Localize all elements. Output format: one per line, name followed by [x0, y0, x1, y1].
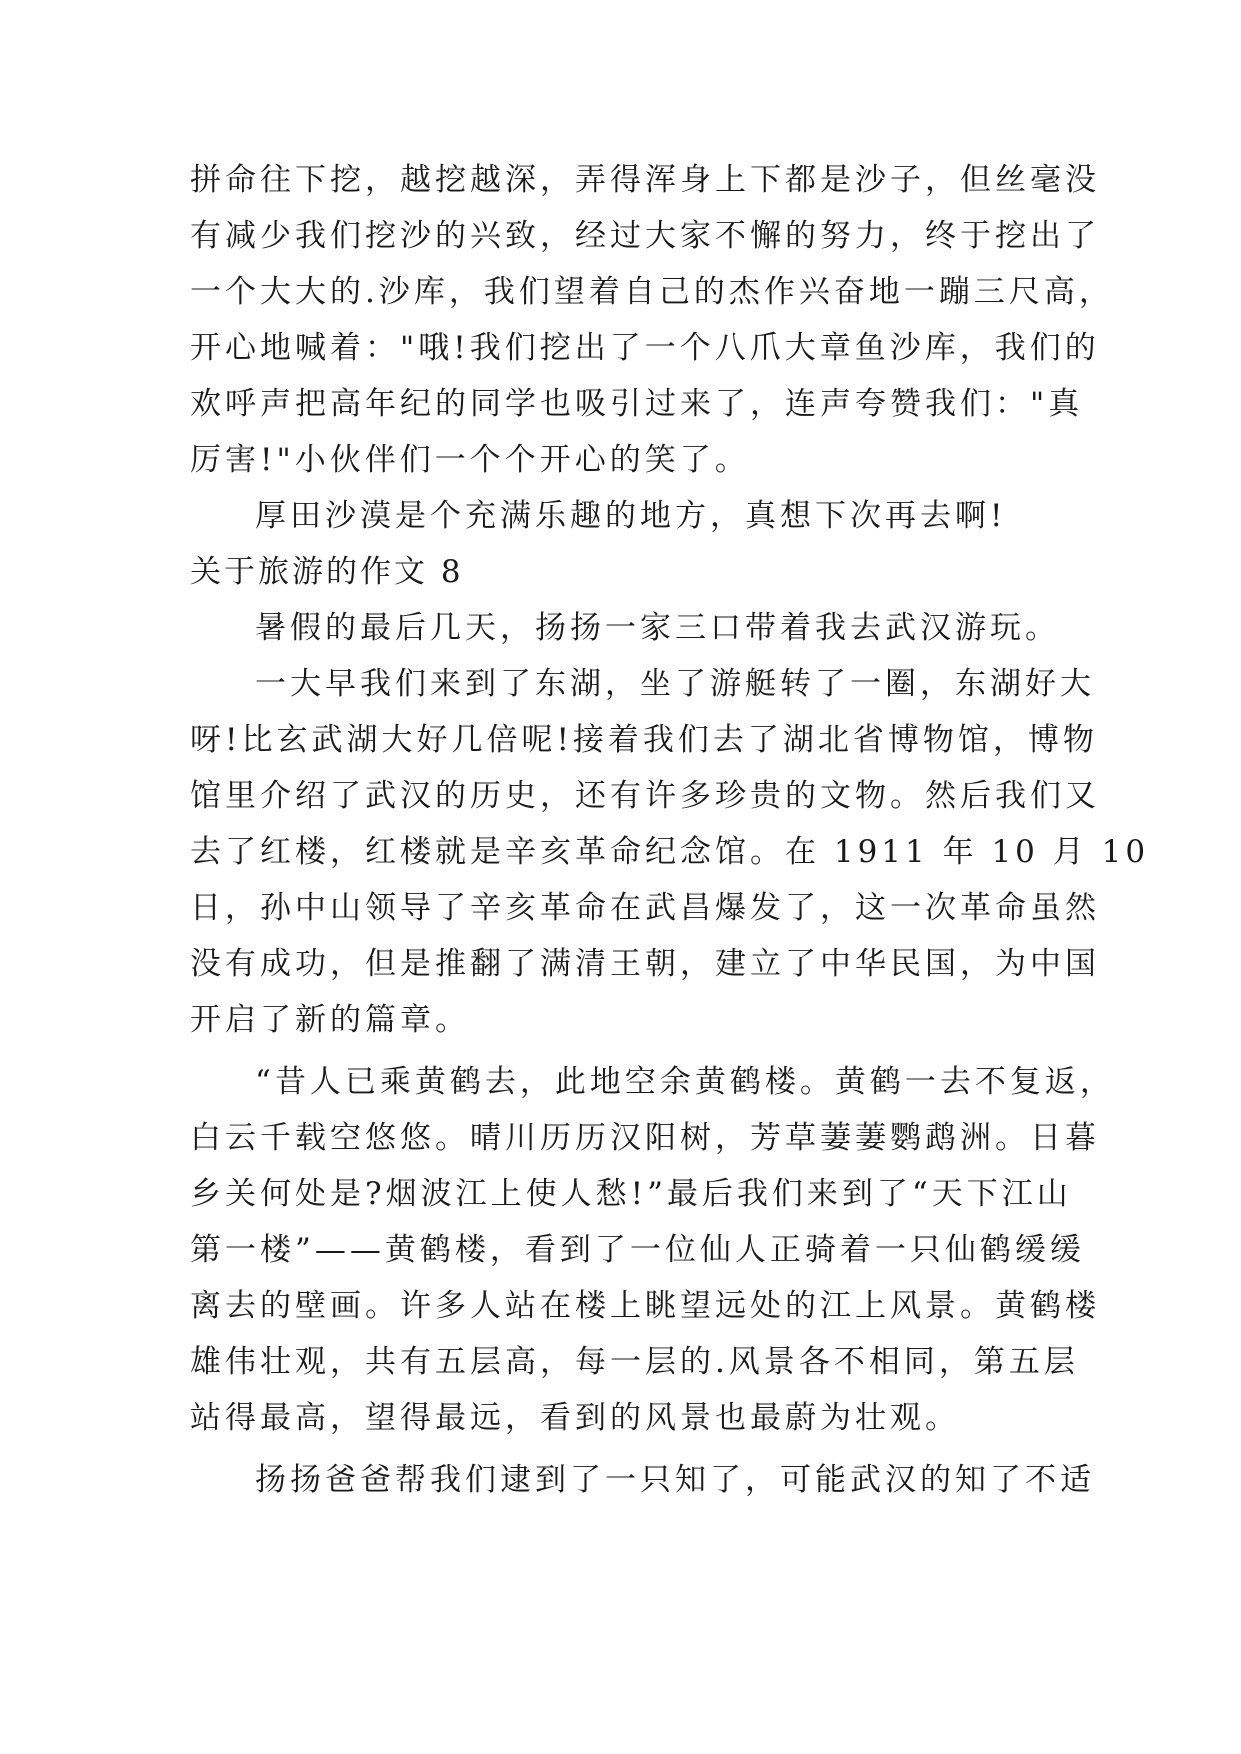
- text-line: 馆里介绍了武汉的历史，还有许多珍贵的文物。然后我们又: [190, 778, 1100, 814]
- paragraph-first-line: 厚田沙漠是个充满乐趣的地方，真想下次再去啊!: [255, 498, 1007, 534]
- text-line: 乡关何处是?烟波江上使人愁!”最后我们来到了“天下江山: [190, 1176, 1072, 1212]
- text-line: 没有成功，但是推翻了满清王朝，建立了中华民国，为中国: [190, 946, 1100, 982]
- text-line: 第一楼”——黄鹤楼，看到了一位仙人正骑着一只仙鹤缓缓: [190, 1232, 1085, 1268]
- section-heading: 关于旅游的作文 8: [190, 554, 464, 590]
- paragraph-first-line: 扬扬爸爸帮我们逮到了一只知了，可能武汉的知了不适: [255, 1462, 1095, 1498]
- text-line: 呀!比玄武湖大好几倍呢!接着我们去了湖北省博物馆，博物: [190, 722, 1098, 758]
- text-line: 站得最高，望得最远，看到的风景也最蔚为壮观。: [190, 1400, 960, 1436]
- text-line: 白云千载空悠悠。晴川历历汉阳树，芳草萋萋鹦鹉洲。日暮: [190, 1120, 1100, 1156]
- text-line: 厉害!"小伙伴们一个个开心的笑了。: [190, 442, 750, 478]
- text-line: 有减少我们挖沙的兴致，经过大家不懈的努力，终于挖出了: [190, 218, 1100, 254]
- paragraph-first-line: “昔人已乘黄鹤去，此地空余黄鹤楼。黄鹤一去不复返，: [255, 1064, 1115, 1100]
- text-line: 日，孙中山领导了辛亥革命在武昌爆发了，这一次革命虽然: [190, 890, 1100, 926]
- paragraph-first-line: 一大早我们来到了东湖，坐了游艇转了一圈，东湖好大: [255, 666, 1095, 702]
- text-line: 一个大大的.沙库，我们望着自己的杰作兴奋地一蹦三尺高，: [190, 274, 1114, 310]
- text-line: 拼命往下挖，越挖越深，弄得浑身上下都是沙子，但丝毫没: [190, 162, 1100, 198]
- text-line: 开启了新的篇章。: [190, 1002, 470, 1038]
- text-line: 去了红楼，红楼就是辛亥革命纪念馆。在 1911 年 10 月 10: [190, 834, 1150, 870]
- text-line: 离去的壁画。许多人站在楼上眺望远处的江上风景。黄鹤楼: [190, 1288, 1100, 1324]
- text-line: 雄伟壮观，共有五层高，每一层的.风景各不相同，第五层: [190, 1344, 1079, 1380]
- text-line: 欢呼声把高年纪的同学也吸引过来了，连声夸赞我们："真: [190, 386, 1084, 422]
- document-body: [190, 152, 1150, 1508]
- paragraph-first-line: 暑假的最后几天，扬扬一家三口带着我去武汉游玩。: [255, 610, 1060, 646]
- text-line: 开心地喊着："哦!我们挖出了一个八爪大章鱼沙库，我们的: [190, 330, 1100, 366]
